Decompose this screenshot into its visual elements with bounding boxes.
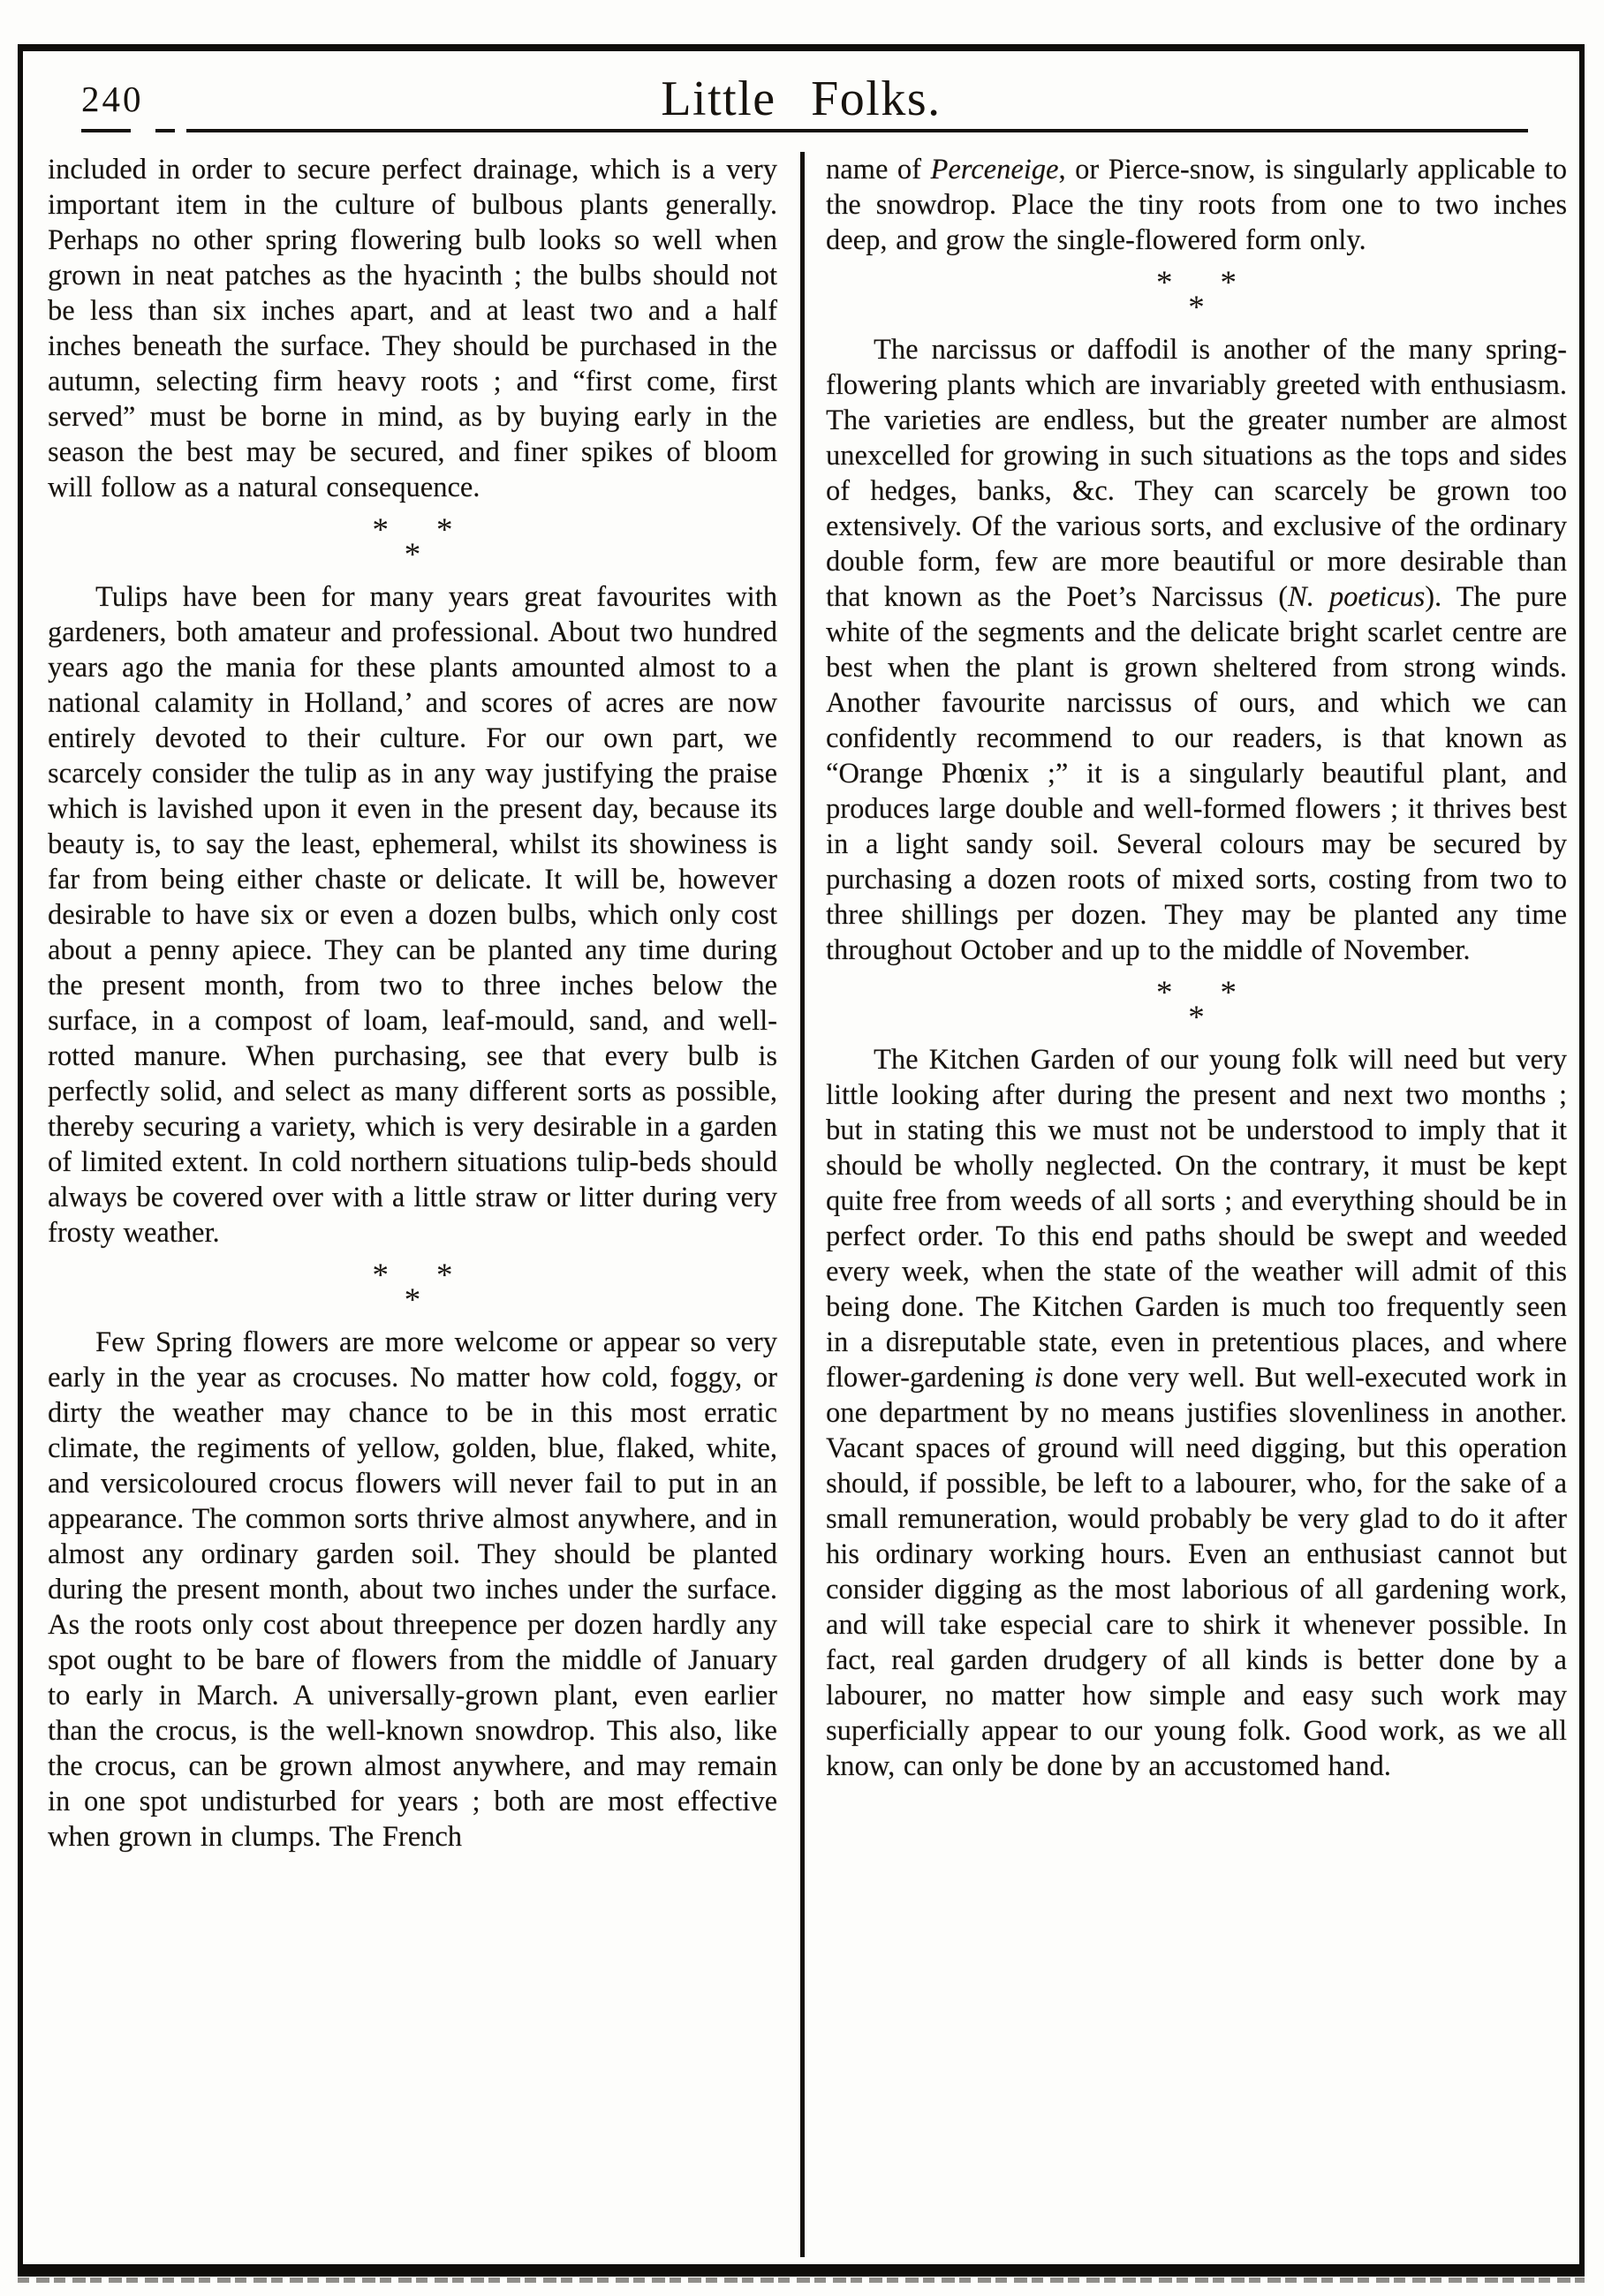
text-segment: Tulips have been for many years great favourites with gardeners, both amateur and professional. About two hundred years ago the mania for these plants amounted almost to a national calamity in Holland,’ and scores of acres are now entirely devoted to their culture. For our own part, we scarcely consider the tulip as in any way justifying the praise which is lavished upon it even in the present day, because its beauty is, to say the least, ephemeral, whilst its showiness is far from being either chaste or delicate. It will be, however desirable to have six or even a dozen bulbs, which only cost about a penny apiece. They can be planted any time during the present month, from two to three inches below the surface, in a compost of loam, leaf-mould, sand, and well-rotted manure. When purchasing, see that every bulb is perfectly solid, and select as many different sorts as possible, thereby securing a variety, which is very desirable in a garden of limited extent. In cold northern situations tulip-beds should always be covered over with a little straw or litter during very frosty weather. <box>48 581 777 1249</box>
paragraph <box>826 1042 1567 1784</box>
page-title: Little Folks. <box>661 72 942 126</box>
asterisk-glyph: * <box>404 1282 421 1318</box>
text-segment: included in order to secure perfect drainage, which is a very important item in the culture of bulbous plants generally. Perhaps no other spring flowering bulb looks so well when grown in neat patches as the hyacinth ; the bulbs should not be less than six inches apart, and at least two and a half inches beneath the surface. They should be purchased in the autumn, selecting firm heavy roots ; and “first come, first served” must be borne in mind, as by buying early in the season the best may be secured, and finer spikes of bloom will follow as a natural consequence. <box>48 154 777 503</box>
italic-text: Perceneige <box>930 154 1059 185</box>
text-columns <box>23 132 1579 2264</box>
left-column <box>23 152 800 2264</box>
asterisk-glyph: * <box>436 512 453 548</box>
right-column <box>805 152 1579 2264</box>
page-frame <box>18 44 1585 2277</box>
italic-text: is <box>1033 1362 1054 1393</box>
paragraph <box>48 1325 777 1854</box>
text-segment: name of <box>826 154 931 185</box>
paragraph <box>826 152 1567 258</box>
asterisk-glyph: * <box>1220 975 1237 1011</box>
asterisk-glyph: * <box>1188 290 1205 326</box>
asterisk-glyph: * <box>372 1258 389 1294</box>
asterisk-glyph: * <box>1220 265 1237 301</box>
asterism-separator <box>826 265 1567 326</box>
page-header <box>23 51 1579 129</box>
asterism-separator <box>48 512 777 573</box>
paragraph <box>48 152 777 505</box>
text-segment: ). The pure white of the segments and the delicate bright scarlet centre are best when the plant is grown sheltered from strong winds. Another favourite narcissus of ours, and which we can confidently recommend to our readers, is that known as “Orange Phœnix ;” it is a singularly beautiful plant, and produces large double and well-formed flowers ; it thrives best in a light sandy soil. Several colours may be secured by purchasing a dozen roots of mixed sorts, costing from two to three shillings per dozen. They may be planted any time throughout October and up to the middle of November. <box>826 581 1568 966</box>
asterisk-glyph: * <box>404 537 421 573</box>
asterisk-glyph: * <box>436 1258 453 1294</box>
page-number: 240 <box>81 79 144 119</box>
asterism-separator <box>48 1259 777 1316</box>
text-segment: , or Pierce-snow, is singularly applicable to the snowdrop. Place the tiny roots from one to two inches deep, and grow the single-flowered form only. <box>826 154 1567 256</box>
paragraph <box>826 332 1567 968</box>
asterisk-glyph: * <box>1156 265 1173 301</box>
paragraph <box>48 579 777 1250</box>
text-segment: done very well. But well-executed work in one department by no means justifies slovenliness in another. Vacant spaces of ground will need digging, but this operation should, if possible, be left to a labourer, who, for the sake of a small remuneration, would probably be very glad to do it after his ordinary working hours. Even an enthusiast cannot but consider digging as the most laborious of all gardening work, and will take especial care to shirk it whenever possible. In fact, real garden drudgery of all kinds is better done by a labourer, no matter how simple and easy such work may superficially appear to our young folk. Good work, as we all know, can only be done by an accustomed hand. <box>826 1362 1567 1782</box>
text-segment: The Kitchen Garden of our young folk will need but very little looking after during the present and next two months ; but in stating this we must not be understood to imply that it should be wholly neglected. On the contrary, it must be kept quite free from weeds of all sorts ; and everything should be in perfect order. To this end paths should be swept and weeded every week, when the state of the weather will admit of this being done. The Kitchen Garden is much too frequently seen in a disreputable state, even in pretentious places, and where flower-gardening <box>826 1044 1567 1393</box>
text-segment: The narcissus or daffodil is another of the many spring-flowering plants which are invariably greeted with enthusiasm. The varieties are endless, but the greater number are almost unexcelled for growing in such situations as the tops and sides of hedges, banks, &c. They can scarcely be grown too extensively. Of the various sorts, and exclusive of the ordinary double form, few are more beautiful or more desirable than that known as the Poet’s Narcissus ( <box>826 334 1567 613</box>
asterism-separator <box>826 975 1567 1036</box>
asterisk-glyph: * <box>372 512 389 548</box>
asterisk-glyph: * <box>1188 1000 1205 1036</box>
italic-text: N. poeticus <box>1288 581 1426 613</box>
asterisk-glyph: * <box>1156 975 1173 1011</box>
text-segment: Few Spring flowers are more welcome or appear so very early in the year as crocuses. No matter how cold, foggy, or dirty the weather may chance to be in this most erratic climate, the regiments of yellow, golden, blue, flaked, white, and versicoloured crocus flowers will never fail to put in an appearance. The common sorts thrive almost anywhere, and in almost any ordinary garden soil. They should be planted during the present month, about two inches under the surface. As the roots only cost about threepence per dozen hardly any spot ought to be bare of flowers from the middle of January to early in March. A universally-grown plant, even earlier than the crocus, is the well-known snowdrop. This also, like the crocus, can be grown almost anywhere, and may remain in one spot undisturbed for years ; both are most effective when grown in clumps. The French <box>48 1326 777 1853</box>
